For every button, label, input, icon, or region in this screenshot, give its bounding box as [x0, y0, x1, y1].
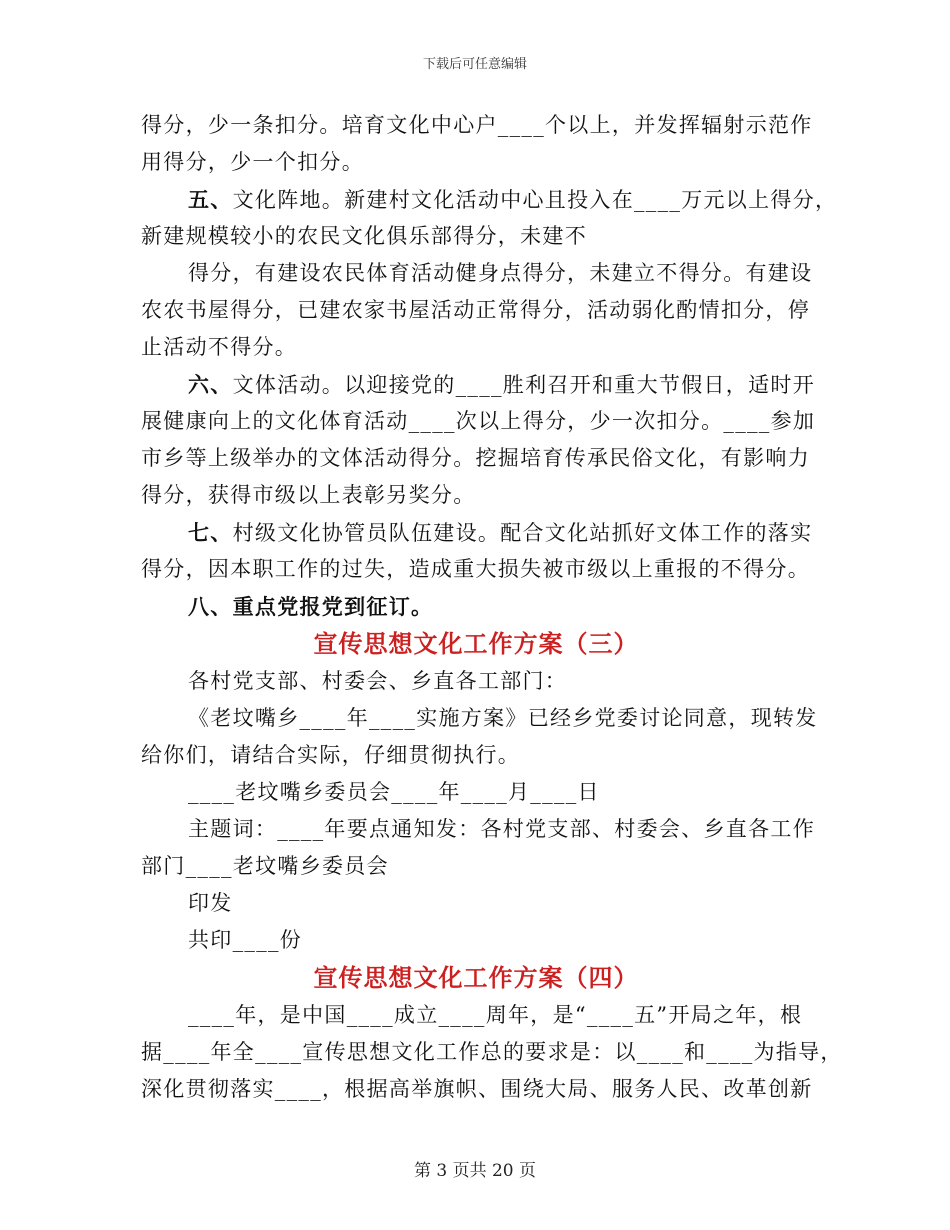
paragraph-line: 新建规模较小的农民文化俱乐部得分，未建不 — [141, 224, 587, 248]
paragraph-line: 共印____份 — [188, 928, 303, 952]
paragraph-line: 市乡等上级举办的文体活动得分。挖掘培育传承民俗文化，有影响力 — [141, 446, 810, 470]
paragraph-line: 展健康向上的文化体育活动____次以上得分，少一次扣分。____参加 — [141, 409, 816, 433]
paragraph-line: 各村党支部、村委会、乡直各工部门： — [188, 669, 568, 693]
section-title: 宣传思想文化工作方案（四） — [313, 963, 639, 992]
paragraph-line: 据____年全____宣传思想文化工作总的要求是：以____和____为指导， — [141, 1040, 843, 1064]
item-5-line — [141, 181, 838, 218]
paragraph-line: 深化贯彻落实____，根据高举旗帜、围绕大局、服务人民、改革创新 — [141, 1077, 813, 1101]
paragraph-line: 得分，获得市级以上表彰另奖分。 — [141, 483, 476, 507]
paragraph-line: 止活动不得分。 — [141, 335, 298, 359]
paragraph-line: 给你们，请结合实际，仔细贯彻执行。 — [141, 743, 521, 767]
paragraph-line: 用得分，少一个扣分。 — [141, 150, 364, 174]
page-footer: 第 3 页共 20 页 — [413, 1161, 537, 1181]
paragraph-line: 农农书屋得分，已建农家书屋活动正常得分，活动弱化酌情扣分，停 — [141, 298, 810, 322]
item-text: 村级文化协管员队伍建设。配合文化站抓好文体工作的落实 — [232, 521, 813, 545]
item-number: 六、 — [188, 372, 233, 397]
item-text: 文体活动。以迎接党的____胜利召开和重大节假日，适时开 — [232, 373, 816, 397]
item-text: 文化阵地。新建村文化活动中心且投入在____万元以上得分， — [232, 188, 838, 212]
paragraph-line: 得分，因本职工作的过失，造成重大损失被市级以上重报的不得分。 — [141, 557, 810, 581]
subject-line: 主题词：____年要点通知发：各村党支部、村委会、乡直各工作 — [188, 817, 815, 841]
item-7-line — [141, 514, 811, 551]
paragraph-line: 印发 — [188, 891, 233, 915]
section-title: 宣传思想文化工作方案（三） — [313, 629, 639, 658]
paragraph-line: 得分，少一条扣分。培育文化中心户____个以上，并发挥辐射示范作 — [141, 113, 813, 137]
paragraph-line: 得分，有建设农民体育活动健身点得分，未建立不得分。有建设 — [188, 261, 813, 285]
item-number: 七、 — [188, 520, 233, 545]
item-8-heading: 八、重点党报党到征订。 — [188, 594, 434, 619]
item-number: 五、 — [188, 187, 233, 212]
document-body — [141, 107, 843, 1108]
page-header: 下载后可任意编辑 — [422, 57, 527, 72]
paragraph-line: 部门____老坟嘴乡委员会 — [141, 854, 389, 878]
paragraph-line: 《老坟嘴乡____年____实施方案》已经乡党委讨论同意，现转发 — [188, 706, 818, 730]
date-line: ____老坟嘴乡委员会____年____月____日 — [188, 780, 600, 804]
paragraph-line: ____年，是中国____成立____周年，是“____五”开局之年，根 — [188, 1003, 803, 1027]
item-6-line — [141, 366, 816, 403]
